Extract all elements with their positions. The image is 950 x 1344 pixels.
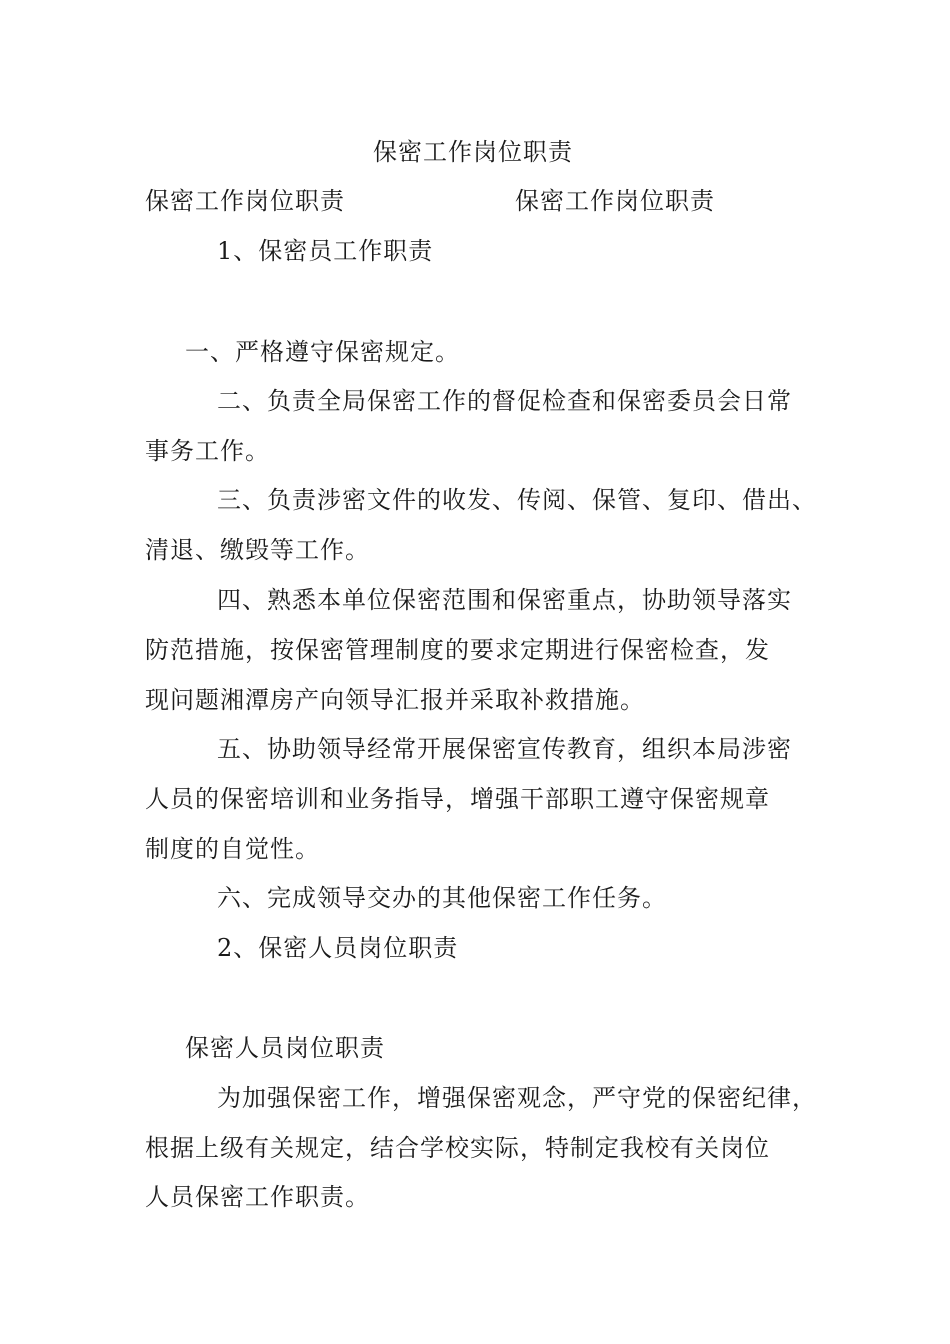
duty-item-3-line-2: 清退、缴毁等工作。 (145, 536, 370, 564)
duty-item-4-line-2: 防范措施，按保密管理制度的要求定期进行保密检查，发 (145, 636, 770, 664)
section2-intro-line-1: 为加强保密工作，增强保密观念，严守党的保密纪律， (217, 1084, 817, 1112)
subtitle-right: 保密工作岗位职责 (515, 187, 715, 215)
duty-item-5-line-1: 五、协助领导经常开展保密宣传教育，组织本局涉密 (217, 735, 792, 763)
section2-intro-line-3: 人员保密工作职责。 (145, 1183, 370, 1211)
section2-heading: 2、保密人员岗位职责 (217, 934, 459, 962)
duty-item-4-line-1: 四、熟悉本单位保密范围和保密重点，协助领导落实 (217, 586, 792, 614)
duty-item-4-line-3: 现问题湘潭房产向领导汇报并采取补救措施。 (145, 686, 645, 714)
duty-item-5-line-2: 人员的保密培训和业务指导，增强干部职工遵守保密规章 (145, 785, 770, 813)
section2-title: 保密人员岗位职责 (185, 1034, 385, 1062)
duty-item-6: 六、完成领导交办的其他保密工作任务。 (217, 884, 667, 912)
duty-item-1: 一、严格遵守保密规定。 (185, 338, 460, 366)
duty-item-5-line-3: 制度的自觉性。 (145, 835, 320, 863)
section2-intro-line-2: 根据上级有关规定，结合学校实际，特制定我校有关岗位 (145, 1134, 770, 1162)
section1-heading: 1、保密员工作职责 (217, 237, 434, 265)
duty-item-3-line-1: 三、负责涉密文件的收发、传阅、保管、复印、借出、 (217, 486, 817, 514)
subtitle-left: 保密工作岗位职责 (145, 187, 345, 215)
duty-item-2-line-1: 二、负责全局保密工作的督促检查和保密委员会日常 (217, 387, 792, 415)
duty-item-2-line-2: 事务工作。 (145, 437, 270, 465)
document-title: 保密工作岗位职责 (373, 138, 573, 166)
